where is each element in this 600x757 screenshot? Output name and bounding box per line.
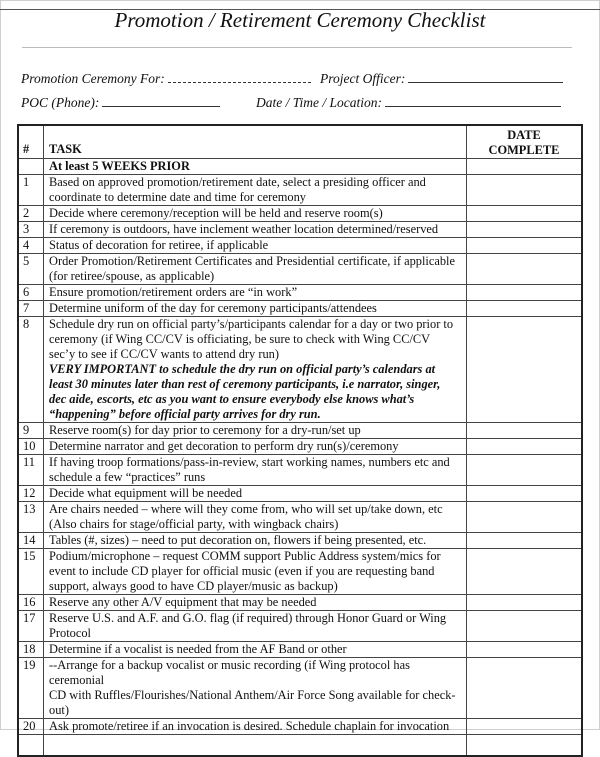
date-complete-cell[interactable] (467, 641, 583, 657)
table-row (18, 205, 582, 221)
title-rule (22, 47, 572, 48)
poc-phone-field (21, 94, 220, 111)
table-row (18, 501, 582, 532)
task-line: event to include CD player for official music (even if you are requesting band (49, 563, 435, 578)
task-line: Decide what equipment will be needed (49, 485, 243, 500)
table-row (18, 174, 582, 205)
header-date-complete: DATE COMPLETE (467, 125, 583, 158)
row-task (44, 594, 467, 610)
row-task (44, 485, 467, 501)
row-task (44, 205, 467, 221)
date-complete-cell[interactable] (467, 237, 583, 253)
header-num: # (18, 125, 44, 158)
task-line: Status of decoration for retiree, if applicable (49, 237, 269, 252)
row-number: 9 (18, 422, 44, 438)
task-line: Schedule dry run on official party’s/participants calendar for a day or two prior to (49, 316, 454, 331)
date-complete-cell[interactable] (467, 610, 583, 641)
task-line: coordinate to determine date and time for ceremony (49, 189, 306, 204)
page-title: Promotion / Retirement Ceremony Checklist (114, 8, 486, 32)
promotion-for-blank[interactable] (168, 70, 311, 83)
task-line: Order Promotion/Retirement Certificates and Presidential certificate, if applicable (49, 253, 455, 268)
task-line: ceremony (if Wing CC/CV is officiating, be sure to check with Wing CC/CV (49, 331, 431, 346)
table-row (18, 485, 582, 501)
row-number: 8 (18, 316, 44, 422)
task-line: --Arrange for a backup vocalist or music recording (if Wing protocol has ceremonial (49, 657, 410, 687)
row-task (44, 641, 467, 657)
task-line: sec’y to see if CC/CV wants to attend dry run) (49, 346, 279, 361)
row-number: 17 (18, 610, 44, 641)
row-number: 1 (18, 174, 44, 205)
task-emphasis-line: “happening” before official party arrives for dry run. (49, 406, 321, 421)
task-line: Determine if a vocalist is needed from the AF Band or other (49, 641, 347, 656)
project-officer-blank[interactable] (408, 70, 563, 83)
task-emphasis-line: dec aide, escorts, etc as you want to ensure everybody else knows what’s (49, 391, 415, 406)
project-officer-label: Project Officer: (320, 71, 406, 86)
task-line: Protocol (49, 625, 91, 640)
table-row (18, 548, 582, 594)
table-row (18, 253, 582, 284)
row-number: 12 (18, 485, 44, 501)
row-number: 14 (18, 532, 44, 548)
section-title: At least 5 WEEKS PRIOR (44, 158, 467, 174)
table-row (18, 438, 582, 454)
row-task (44, 237, 467, 253)
date-complete-cell[interactable] (467, 485, 583, 501)
row-number: 20 (18, 718, 44, 734)
task-line: Determine narrator and get decoration to perform dry run(s)/ceremony (49, 438, 399, 453)
task-line: Decide where ceremony/reception will be held and reserve room(s) (49, 205, 383, 220)
row-task (44, 548, 467, 594)
poc-phone-label: POC (Phone): (21, 95, 100, 110)
task-line: schedule a few “practices” runs (49, 469, 206, 484)
task-line: (for retiree/spouse, as applicable) (49, 268, 215, 283)
row-number: 13 (18, 501, 44, 532)
row-task (44, 253, 467, 284)
task-line: Reserve any other A/V equipment that may be needed (49, 594, 317, 609)
row-number: 19 (18, 657, 44, 718)
task-emphasis-line: least 30 minutes later than rest of ceremony participants, i.e narrator, singer, (49, 376, 441, 391)
poc-phone-blank[interactable] (102, 94, 220, 107)
table-row (18, 284, 582, 300)
table-row (18, 422, 582, 438)
task-line: Ensure promotion/retirement orders are “in work” (49, 284, 298, 299)
row-task (44, 610, 467, 641)
date-complete-cell[interactable] (467, 316, 583, 422)
date-complete-cell[interactable] (467, 548, 583, 594)
date-complete-cell[interactable] (467, 284, 583, 300)
table-row (18, 594, 582, 610)
task-line: Reserve room(s) for day prior to ceremony for a dry-run/set up (49, 422, 361, 437)
date-complete-cell[interactable] (467, 532, 583, 548)
table-row (18, 454, 582, 485)
row-number: 5 (18, 253, 44, 284)
empty-row (18, 734, 582, 756)
task-line: Reserve U.S. and A.F. and G.O. flag (if required) through Honor Guard or Wing (49, 610, 447, 625)
date-complete-cell[interactable] (467, 174, 583, 205)
promotion-for-field (21, 70, 311, 87)
task-line: support, always good to have CD player/music as backup) (49, 578, 338, 593)
row-number: 16 (18, 594, 44, 610)
row-number: 7 (18, 300, 44, 316)
date-complete-cell[interactable] (467, 594, 583, 610)
task-line: Based on approved promotion/retirement date, select a presiding officer and (49, 174, 426, 189)
row-task (44, 300, 467, 316)
date-complete-cell[interactable] (467, 422, 583, 438)
task-emphasis-line: VERY IMPORTANT to schedule the dry run on official party’s calendars at (49, 361, 436, 376)
date-complete-cell[interactable] (467, 454, 583, 485)
task-line: Determine uniform of the day for ceremony participants/attendees (49, 300, 377, 315)
task-line: (Also chairs for stage/official party, with wingback chairs) (49, 516, 339, 531)
row-number: 4 (18, 237, 44, 253)
task-line: CD with Ruffles/Flourishes/National Anthem/Air Force Song available for check- (49, 687, 456, 702)
table-row (18, 657, 582, 718)
task-line: Tables (#, sizes) – need to put decoration on, flowers if being presented, etc. (49, 532, 427, 547)
project-officer-field (320, 70, 563, 87)
checklist-table (17, 124, 583, 757)
row-number: 15 (18, 548, 44, 594)
date-complete-cell[interactable] (467, 718, 583, 734)
task-line: Ask promote/retiree if an invocation is desired. Schedule chaplain for invocation (49, 718, 450, 733)
row-task (44, 422, 467, 438)
row-number: 2 (18, 205, 44, 221)
task-line: If ceremony is outdoors, have inclement weather location determined/reserved (49, 221, 439, 236)
date-complete-cell[interactable] (467, 253, 583, 284)
row-task (44, 438, 467, 454)
row-number: 10 (18, 438, 44, 454)
header-task: TASK (44, 125, 467, 158)
table-row (18, 610, 582, 641)
date-complete-cell[interactable] (467, 438, 583, 454)
table-header-row (18, 125, 582, 158)
row-task (44, 316, 467, 422)
date-complete-cell[interactable] (467, 501, 583, 532)
section-row (18, 158, 582, 174)
table-row (18, 718, 582, 734)
date-time-location-blank[interactable] (385, 94, 561, 107)
table-row (18, 641, 582, 657)
date-time-location-label: Date / Time / Location: (256, 95, 382, 110)
task-line: out) (49, 702, 69, 717)
promotion-for-label: Promotion Ceremony For: (21, 71, 165, 86)
date-complete-cell[interactable] (467, 221, 583, 237)
task-line: If having troop formations/pass-in-review, start working names, numbers etc and (49, 454, 450, 469)
row-task (44, 501, 467, 532)
table-row (18, 221, 582, 237)
row-task (44, 284, 467, 300)
date-complete-cell[interactable] (467, 205, 583, 221)
row-task (44, 718, 467, 734)
row-number: 11 (18, 454, 44, 485)
table-row (18, 316, 582, 422)
task-line: Are chairs needed – where will they come from, who will set up/take down, etc (49, 501, 443, 516)
date-time-location-field (256, 94, 561, 111)
row-task (44, 657, 467, 718)
row-number: 3 (18, 221, 44, 237)
table-row (18, 237, 582, 253)
row-task (44, 454, 467, 485)
table-row (18, 300, 582, 316)
row-task (44, 174, 467, 205)
row-task (44, 221, 467, 237)
row-number: 6 (18, 284, 44, 300)
row-number: 18 (18, 641, 44, 657)
task-line: Podium/microphone – request COMM support Public Address system/mics for (49, 548, 441, 563)
date-complete-cell[interactable] (467, 300, 583, 316)
table-row (18, 532, 582, 548)
row-task (44, 532, 467, 548)
date-complete-cell[interactable] (467, 657, 583, 718)
